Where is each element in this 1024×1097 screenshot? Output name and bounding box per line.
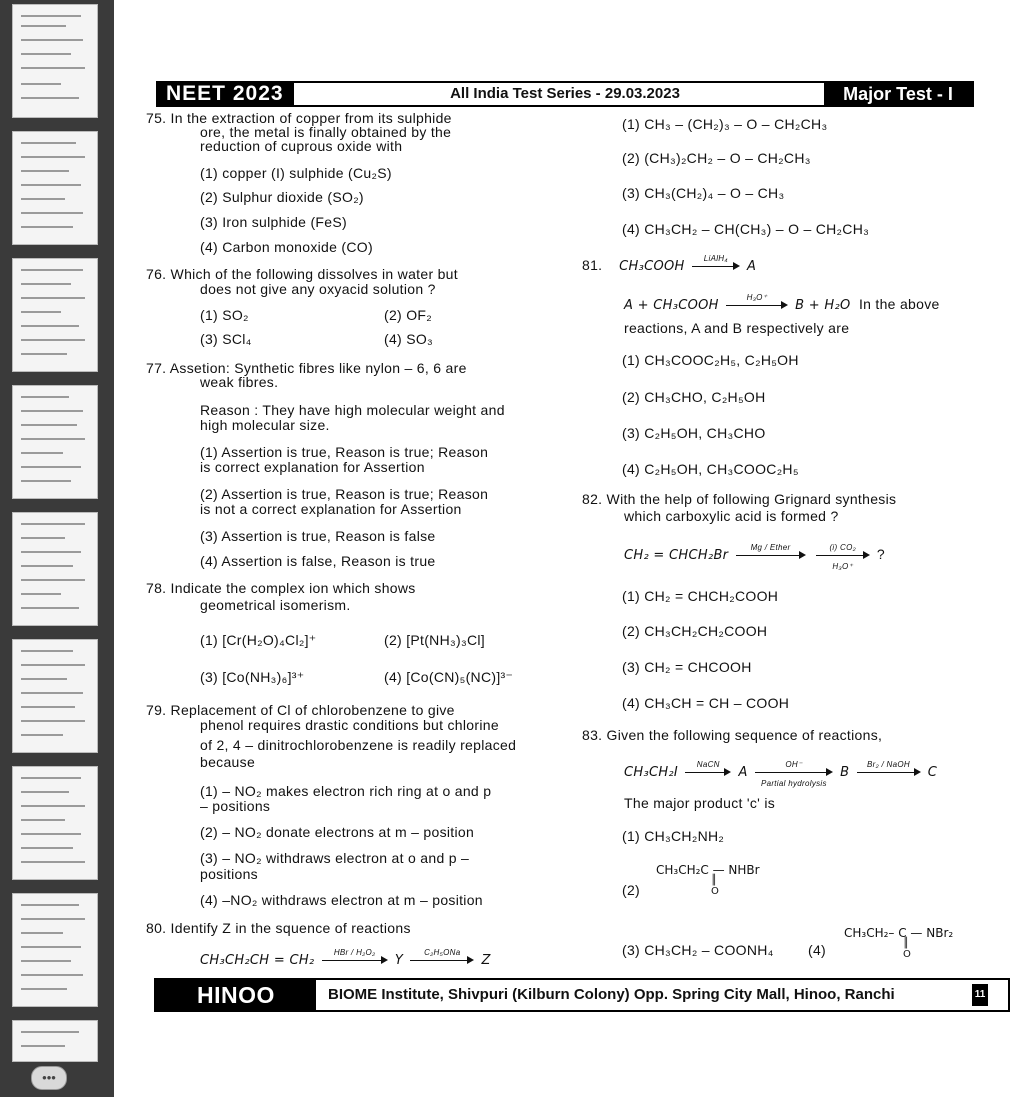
question-text-line: (2) CH₃CHO, C₂H₅OH: [622, 389, 766, 405]
question-text-line: (2) (CH₃)₂CH₂ – O – CH₂CH₃: [622, 150, 811, 166]
question-text-line: does not give any oxyacid solution ?: [200, 281, 436, 297]
question-text-line: Reason : They have high molecular weight and: [200, 402, 505, 418]
page-thumbnail[interactable]: [12, 4, 98, 118]
reaction-arrow: HBr / H₂O₂: [322, 955, 388, 965]
question-text-line: (1) copper (I) sulphide (Cu₂S): [200, 165, 392, 181]
page-header: [156, 81, 974, 107]
question-text-line: (3) CH₃(CH₂)₄ – O – CH₃: [622, 185, 785, 201]
question-text-line: 80. Identify Z in the squence of reactions: [146, 920, 411, 936]
question-text-line: (3) CH₂ = CHCOOH: [622, 659, 752, 675]
reaction-arrow: Mg / Ether: [736, 550, 806, 560]
question-text-line: 76. Which of the following dissolves in water but: [146, 266, 458, 282]
reaction-arrow: OH⁻ Partial hydrolysis: [755, 767, 833, 777]
question-text-line: 79. Replacement of Cl of chlorobenzene to give: [146, 702, 455, 718]
question-text-line: (3) SCl₄: [200, 331, 252, 347]
question-text-line: (4) [Co(CN)₅(NC)]³⁻: [384, 669, 514, 685]
page-thumbnail[interactable]: [12, 385, 98, 499]
reaction-arrow: NaCN: [685, 767, 731, 777]
question-text-line: (4) CH₃CH₂ – CH(CH₃) – O – CH₂CH₃: [622, 221, 870, 237]
page-thumbnail[interactable]: [12, 639, 98, 753]
page-footer: [154, 978, 1010, 1038]
reaction-arrow: LiAlH₄: [692, 261, 740, 271]
question-text-line: (1) SO₂: [200, 307, 249, 323]
question-text-line: positions: [200, 866, 258, 882]
question-text-line: (3) [Co(NH₃)₆]³⁺: [200, 669, 305, 685]
page-number: 11: [972, 984, 988, 1006]
question-text-line: (2) Sulphur dioxide (SO₂): [200, 189, 364, 205]
question-text-line: (3) C₂H₅OH, CH₃CHO: [622, 425, 766, 441]
question-text-line: (1) – NO₂ makes electron rich ring at o and p: [200, 783, 492, 799]
question-text-line: 77. Assetion: Synthetic fibres like nylon – 6, 6 are: [146, 360, 467, 376]
question-text-line: (1) Assertion is true, Reason is true; Reason: [200, 444, 489, 460]
question-text-line: 83. Given the following sequence of reactions,: [582, 727, 883, 743]
page-thumbnail[interactable]: [12, 766, 98, 880]
q83-option-3: (3) CH₃CH₂ – COONH₄: [622, 942, 774, 958]
question-text-line: which carboxylic acid is formed ?: [624, 508, 839, 524]
q83-option-4-label: (4): [808, 942, 827, 958]
question-text-line: (3) Iron sulphide (FeS): [200, 214, 347, 230]
question-text-line: because: [200, 754, 256, 770]
question-text-line: (2) OF₂: [384, 307, 432, 323]
question-text-line: phenol requires drastic conditions but chlorine: [200, 717, 499, 733]
question-text-line: (2) [Pt(NH₃)₃Cl]: [384, 632, 485, 648]
test-title: Major Test - I: [824, 83, 972, 105]
page-thumbnail[interactable]: [12, 512, 98, 626]
question-text-line: (2) CH₃CH₂CH₂COOH: [622, 623, 768, 639]
q81-equation-1: 81. CH₃COOH LiAlH₄ A: [582, 254, 757, 274]
question-text-line: (3) Assertion is true, Reason is false: [200, 528, 436, 544]
question-text-line: (1) [Cr(H₂O)₄Cl₂]⁺: [200, 632, 317, 648]
question-text-line: (4) SO₃: [384, 331, 434, 347]
question-text-line: is correct explanation for Assertion: [200, 459, 425, 475]
question-text-line: 78. Indicate the complex ion which shows: [146, 580, 416, 596]
footer-address: BIOME Institute, Shivpuri (Kilburn Colony) Opp. Spring City Mall, Hinoo, Ranchi: [328, 986, 895, 1003]
question-text-line: 75. In the extraction of copper from its sulphide: [146, 110, 452, 126]
question-text-line: geometrical isomerism.: [200, 597, 351, 613]
question-text-line: weak fibres.: [200, 374, 279, 390]
question-text-line: (1) CH₃COOC₂H₅, C₂H₅OH: [622, 352, 799, 368]
footer-brand: HINOO CENTRE: [156, 980, 316, 1010]
double-bond-mark: ║: [711, 875, 718, 886]
q83-option-2-structure: CH₃CH₂C — NHBr: [656, 863, 760, 877]
question-text-line: (1) CH₃CH₂NH₂: [622, 828, 725, 844]
series-title: All India Test Series - 29.03.2023: [450, 85, 680, 102]
q83-option-4-structure: CH₃CH₂– C — NBr₂: [844, 926, 954, 940]
page-thumbnail[interactable]: [12, 893, 98, 1007]
question-text-line: (4) C₂H₅OH, CH₃COOC₂H₅: [622, 461, 799, 477]
question-text-line: ore, the metal is finally obtained by the: [200, 124, 452, 140]
q83-option-2-label: (2): [622, 882, 641, 898]
question-text-line: high molecular size.: [200, 417, 330, 433]
double-bond-mark: ║: [903, 938, 910, 949]
question-text-line: – positions: [200, 798, 271, 814]
question-text-line: (4) CH₃CH = CH – COOH: [622, 695, 790, 711]
page-thumbnail[interactable]: [12, 131, 98, 245]
oxygen-label: O: [711, 886, 719, 897]
question-text-line: reduction of cuprous oxide with: [200, 138, 403, 154]
question-text-line: is not a correct explanation for Assertion: [200, 501, 462, 517]
q80-equation: CH₃CH₂CH = CH₂ HBr / H₂O₂ Y C₂H₅ONa Z: [200, 948, 491, 968]
thumbnail-sidebar: [0, 0, 110, 1097]
question-text-line: (3) – NO₂ withdraws electron at o and p –: [200, 850, 470, 866]
q83-equation: CH₃CH₂I NaCN A OH⁻ Partial hydrolysis B Br₂ / NaOH C: [624, 760, 938, 789]
more-options-button[interactable]: •••: [31, 1066, 67, 1090]
exam-title: NEET 2023: [158, 83, 294, 105]
reaction-arrow: (i) CO₂ H₃O⁺: [816, 550, 870, 560]
document-page: [114, 0, 1024, 1097]
question-text-line: The major product 'c' is: [624, 795, 776, 811]
question-text-line: (4) Assertion is false, Reason is true: [200, 553, 436, 569]
question-text-line: 82. With the help of following Grignard synthesis: [582, 491, 897, 507]
q82-equation: CH₂ = CHCH₂Br Mg / Ether (i) CO₂ H₃O⁺ ?: [624, 543, 886, 572]
question-text-line: (1) CH₂ = CHCH₂COOH: [622, 588, 779, 604]
reaction-arrow: C₂H₅ONa: [410, 955, 474, 965]
oxygen-label: O: [903, 949, 911, 960]
reaction-arrow: H₃O⁺: [726, 300, 788, 310]
reaction-arrow: Br₂ / NaOH: [857, 767, 921, 777]
page-thumbnail[interactable]: [12, 258, 98, 372]
page-thumbnail[interactable]: [12, 1020, 98, 1062]
question-text-line: (2) – NO₂ donate electrons at m – position: [200, 824, 475, 840]
question-text-line: (4) –NO₂ withdraws electron at m – position: [200, 892, 483, 908]
question-text-line: (1) CH₃ – (CH₂)₃ – O – CH₂CH₃: [622, 116, 828, 132]
q81-equation-2: A + CH₃COOH H₃O⁺ B + H₂O In the above: [624, 293, 940, 313]
question-text-line: of 2, 4 – dinitrochlorobenzene is readily replaced: [200, 737, 517, 753]
question-text-line: reactions, A and B respectively are: [624, 320, 850, 336]
question-text-line: (4) Carbon monoxide (CO): [200, 239, 373, 255]
question-text-line: (2) Assertion is true, Reason is true; Reason: [200, 486, 489, 502]
